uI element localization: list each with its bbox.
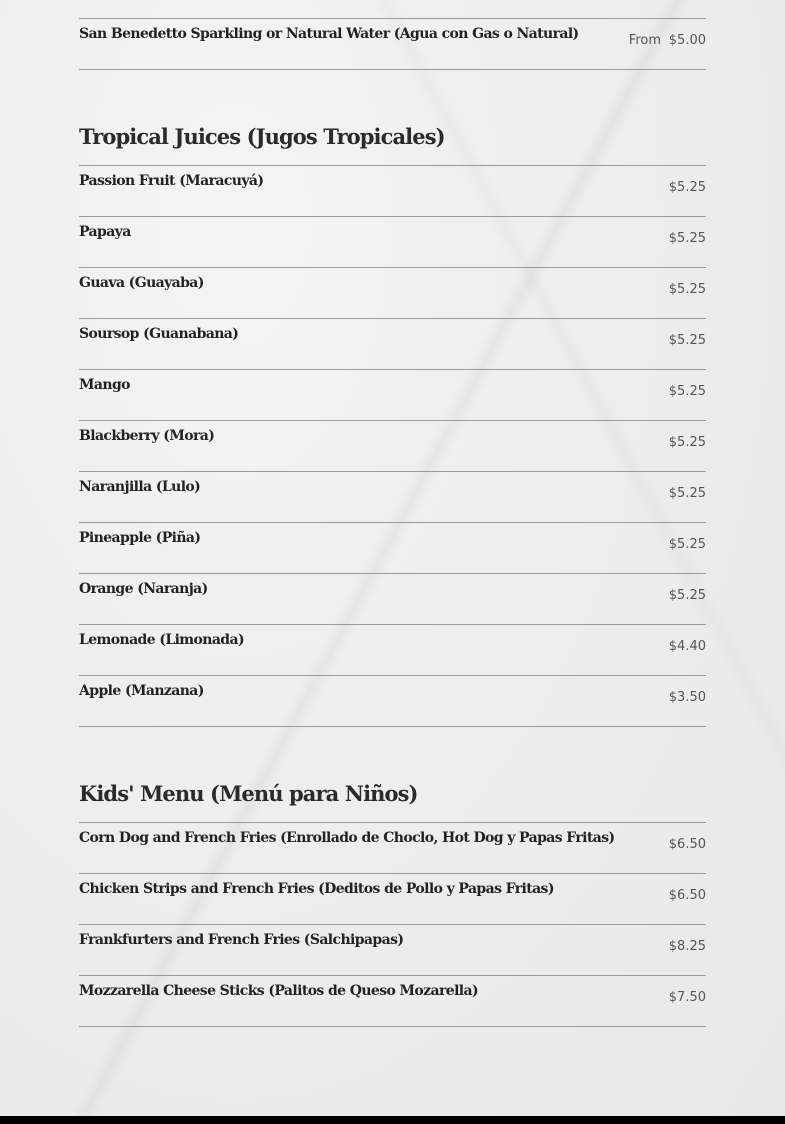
item-name: Papaya — [79, 224, 131, 240]
item-name: Soursop (Guanabana) — [79, 326, 239, 342]
menu-item — [79, 975, 706, 1027]
menu-item — [79, 18, 706, 70]
item-price: $5.25 — [668, 486, 706, 501]
item-price: $5.25 — [668, 282, 706, 297]
section-title-juices: Tropical Juices (Jugos Tropicales) — [79, 124, 445, 149]
menu-item — [79, 675, 706, 727]
item-price: $3.50 — [668, 690, 706, 705]
kids-section — [79, 822, 706, 1027]
item-name: Pineapple (Piña) — [79, 530, 201, 546]
item-name: San Benedetto Sparkling or Natural Water (Agua con Gas o Natural) — [79, 26, 579, 42]
item-name: Mango — [79, 377, 130, 393]
menu-item — [79, 420, 706, 471]
item-name: Apple (Manzana) — [79, 683, 204, 699]
item-price: $8.25 — [668, 939, 706, 954]
item-price: $5.25 — [668, 231, 706, 246]
menu-item — [79, 873, 706, 924]
item-name: Orange (Naranja) — [79, 581, 208, 597]
menu-item — [79, 267, 706, 318]
item-name: Corn Dog and French Fries (Enrollado de Choclo, Hot Dog y Papas Fritas) — [79, 830, 615, 846]
item-price: $5.25 — [668, 537, 706, 552]
item-name: Mozzarella Cheese Sticks (Palitos de Queso Mozarella) — [79, 983, 479, 999]
juices-section — [79, 165, 706, 727]
item-name: Guava (Guayaba) — [79, 275, 204, 291]
section-title-kids: Kids' Menu (Menú para Niños) — [79, 781, 418, 806]
item-name: Blackberry (Mora) — [79, 428, 215, 444]
menu-item — [79, 822, 706, 873]
item-name: Naranjilla (Lulo) — [79, 479, 201, 495]
menu-item — [79, 216, 706, 267]
item-price: $5.00 — [668, 33, 706, 48]
item-price: $5.25 — [668, 435, 706, 450]
water-section — [79, 18, 706, 70]
item-price: $5.25 — [668, 333, 706, 348]
item-name: Chicken Strips and French Fries (Deditos de Pollo y Papas Fritas) — [79, 881, 554, 897]
item-name: Passion Fruit (Maracuyá) — [79, 173, 264, 189]
item-price: $5.25 — [668, 588, 706, 603]
menu-item — [79, 318, 706, 369]
item-price: $5.25 — [668, 384, 706, 399]
menu-item — [79, 573, 706, 624]
item-price: $4.40 — [668, 639, 706, 654]
item-price: $5.25 — [668, 180, 706, 195]
menu-item — [79, 471, 706, 522]
menu-item — [79, 924, 706, 975]
item-price: $7.50 — [668, 990, 706, 1005]
menu-item — [79, 624, 706, 675]
item-name: Lemonade (Limonada) — [79, 632, 244, 648]
menu-item — [79, 165, 706, 216]
menu-item — [79, 369, 706, 420]
bottom-bar — [0, 1116, 785, 1124]
menu-item — [79, 522, 706, 573]
item-price: $6.50 — [668, 888, 706, 903]
price-from-label: From — [628, 33, 661, 48]
item-name: Frankfurters and French Fries (Salchipapas) — [79, 932, 404, 948]
item-price: $6.50 — [668, 837, 706, 852]
